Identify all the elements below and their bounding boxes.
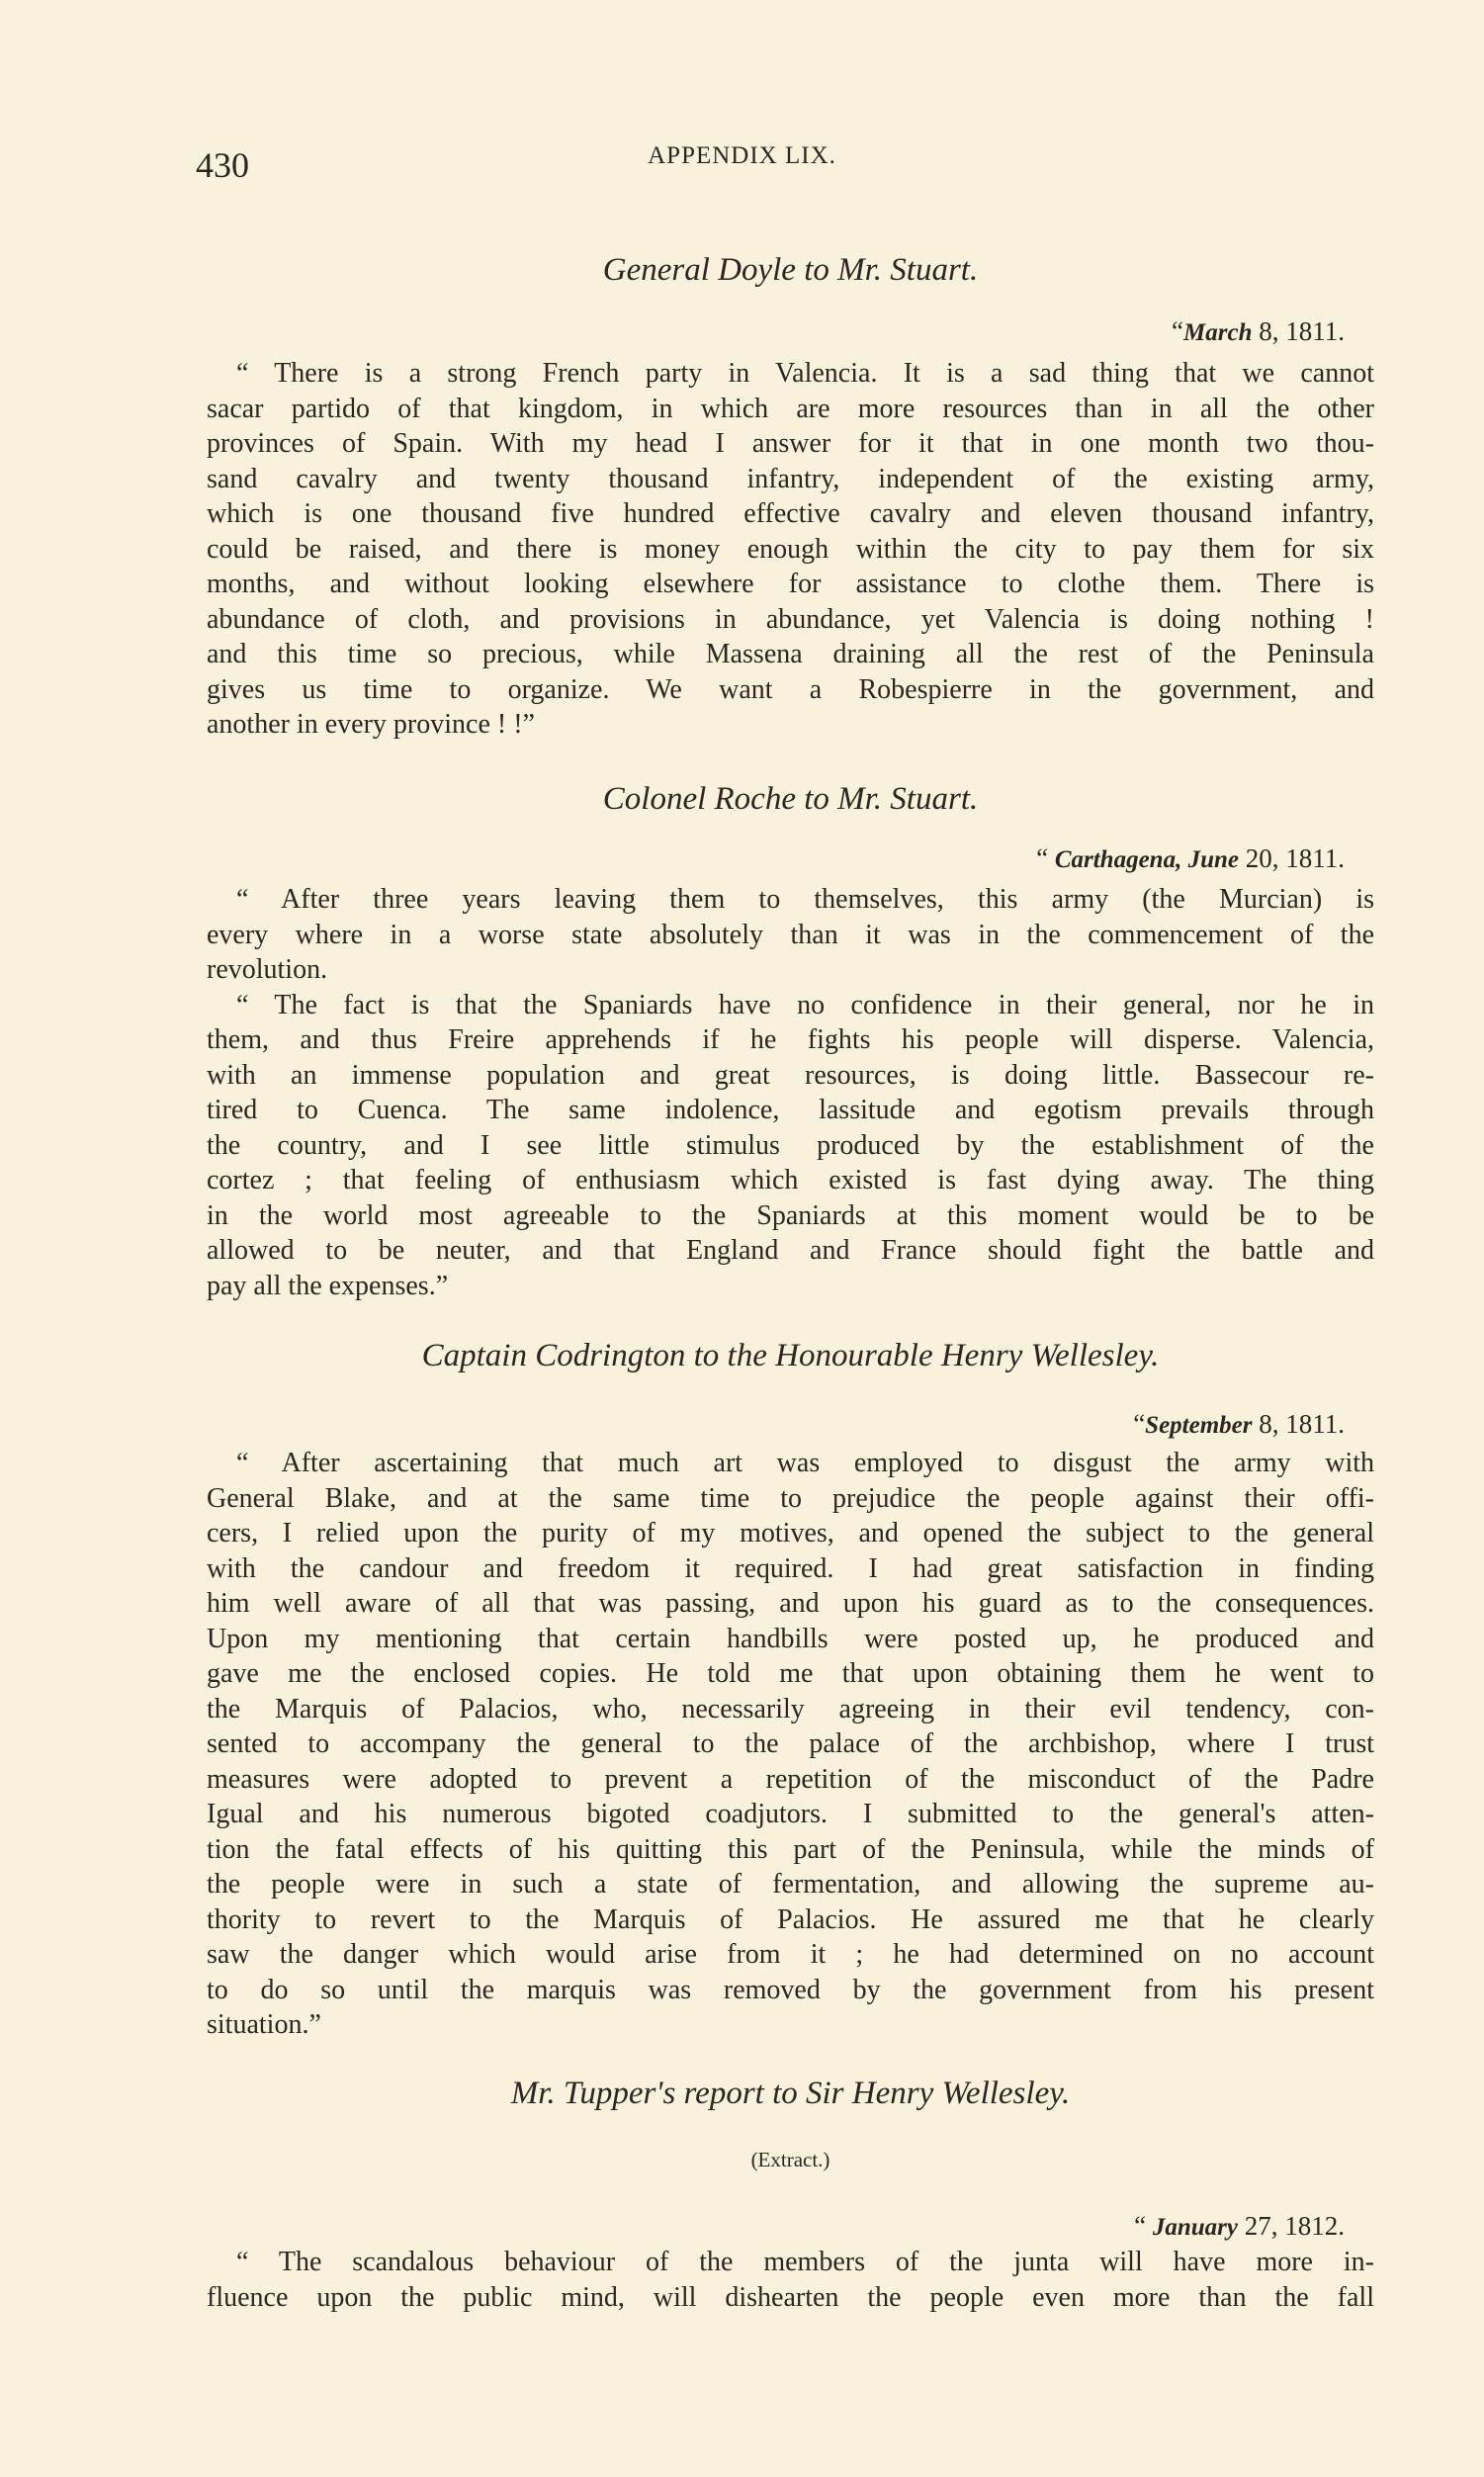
text-line: tion the fatal effects of his quitting this part of the Peninsula, while the minds of [207,1833,1374,1865]
text-line: gives us time to organize. We want a Robespierre in the government, and [207,673,1374,705]
paragraph [207,882,1374,988]
date-open-quote: “ [1172,316,1184,346]
letter-date [1133,1409,1345,1440]
text-line: measures were adopted to prevent a repetition of the misconduct of the Padre [207,1763,1374,1795]
text-line: situation.” [207,2009,321,2040]
text-line: sented to accompany the general to the palace of the archbishop, where I trust [207,1728,1374,1759]
date-open-quote: “ [1133,1409,1146,1439]
page-number: 430 [196,145,249,185]
text-line: which is one thousand five hundred effective cavalry and eleven thousand infantry, [207,498,1374,529]
letter-title: Mr. Tupper's report to Sir Henry Wellesley. [510,2076,1071,2111]
extract-label: (Extract.) [750,2148,830,2171]
letter-title: General Doyle to Mr. Stuart. [602,252,979,288]
text-line: revolution. [207,954,328,985]
text-line: “ The fact is that the Spaniards have no confidence in their general, nor he in [236,989,1374,1020]
date-italic: September [1145,1412,1253,1439]
text-line: fluence upon the public mind, will dishearten the people even more than the fall [207,2281,1374,2313]
letter-date [1036,843,1345,874]
text-line: “ There is a strong French party in Valencia. It is a sad thing that we cannot [236,358,1374,389]
text-line: cers, I relied upon the purity of my motives, and opened the subject to the general [207,1518,1374,1548]
text-line: provinces of Spain. With my head I answer for it that in one month two thou- [207,428,1374,459]
text-line: Igual and his numerous bigoted coadjutors. I submitted to the general's atten- [207,1799,1374,1829]
letter-title: Captain Codrington to the Honourable Henry Wellesley. [421,1338,1160,1373]
text-line: sacar partido of that kingdom, in which are more resources than in all the other [207,393,1374,424]
text-line: “ After three years leaving them to themselves, this army (the Murcian) is [236,884,1374,915]
text-line: pay all the expenses.” [207,1270,449,1301]
text-line: General Blake, and at the same time to prejudice the people against their offi- [207,1482,1374,1514]
text-line: allowed to be neuter, and that England and France should fight the battle and [207,1235,1374,1266]
paragraph [207,356,1374,743]
text-line: cortez ; that feeling of enthusiasm which existed is fast dying away. The thing [207,1165,1374,1195]
letter-body [207,2245,1374,2315]
date-italic: January [1152,2214,1238,2241]
text-line: tired to Cuenca. The same indolence, lassitude and egotism prevails through [207,1095,1374,1125]
running-header: APPENDIX LIX. [648,142,836,169]
text-line: “ The scandalous behaviour of the members of the junta will have more in- [236,2247,1374,2277]
letter-title: Colonel Roche to Mr. Stuart. [602,781,979,817]
letter-date [1172,316,1345,347]
text-line: sand cavalry and twenty thousand infantry, independent of the existing army, [207,463,1374,494]
letter-body [207,356,1374,743]
date-plain: 8, 1811. [1252,316,1345,346]
date-plain: 20, 1811. [1239,843,1345,873]
text-line: the Marquis of Palacios, who, necessarily agreeing in their evil tendency, con- [207,1693,1374,1725]
text-line: abundance of cloth, and provisions in abundance, yet Valencia is doing nothing ! [207,603,1374,635]
text-line: to do so until the marquis was removed by the government from his present [207,1974,1374,2005]
text-line: the people were in such a state of fermentation, and allowing the supreme au- [207,1869,1374,1900]
date-italic: Carthagena, June [1054,846,1239,873]
text-line: another in every province ! !” [207,709,535,740]
text-line: “ After ascertaining that much art was employed to disgust the army with [236,1448,1374,1478]
text-line: with an immense population and great resources, is doing little. Bassecour re- [207,1059,1374,1091]
text-line: saw the danger which would arise from it ; he had determined on no account [207,1939,1374,1970]
text-line: the country, and I see little stimulus produced by the establishment of the [207,1129,1374,1161]
date-italic: March [1183,319,1253,346]
date-plain: 8, 1811. [1252,1409,1345,1439]
letter-body [207,1446,1374,2043]
text-line: months, and without looking elsewhere for assistance to clothe them. There is [207,569,1374,599]
text-line: in the world most agreeable to the Spaniards at this moment would be to be [207,1199,1374,1231]
text-line: gave me the enclosed copies. He told me that upon obtaining them he went to [207,1658,1374,1689]
text-line: every where in a worse state absolutely than it was in the commencement of the [207,919,1374,950]
date-open-quote: “ [1036,843,1055,873]
text-line: with the candour and freedom it required. I had great satisfaction in finding [207,1552,1374,1584]
letter-body [207,882,1374,1303]
text-line: could be raised, and there is money enough within the city to pay them for six [207,533,1374,565]
paragraph [207,2245,1374,2315]
date-open-quote: “ [1134,2211,1153,2241]
date-plain: 27, 1812. [1238,2211,1345,2241]
text-line: thority to revert to the Marquis of Palacios. He assured me that he clearly [207,1903,1374,1935]
letter-date [1134,2211,1345,2242]
paragraph [207,1446,1374,2043]
text-line: Upon my mentioning that certain handbills were posted up, he produced and [207,1623,1374,1654]
text-line: him well aware of all that was passing, and upon his guard as to the consequences. [207,1588,1374,1619]
text-line: and this time so precious, while Massena draining all the rest of the Peninsula [207,639,1374,669]
paragraph [207,988,1374,1304]
text-line: them, and thus Freire apprehends if he fights his people will disperse. Valencia, [207,1024,1374,1055]
